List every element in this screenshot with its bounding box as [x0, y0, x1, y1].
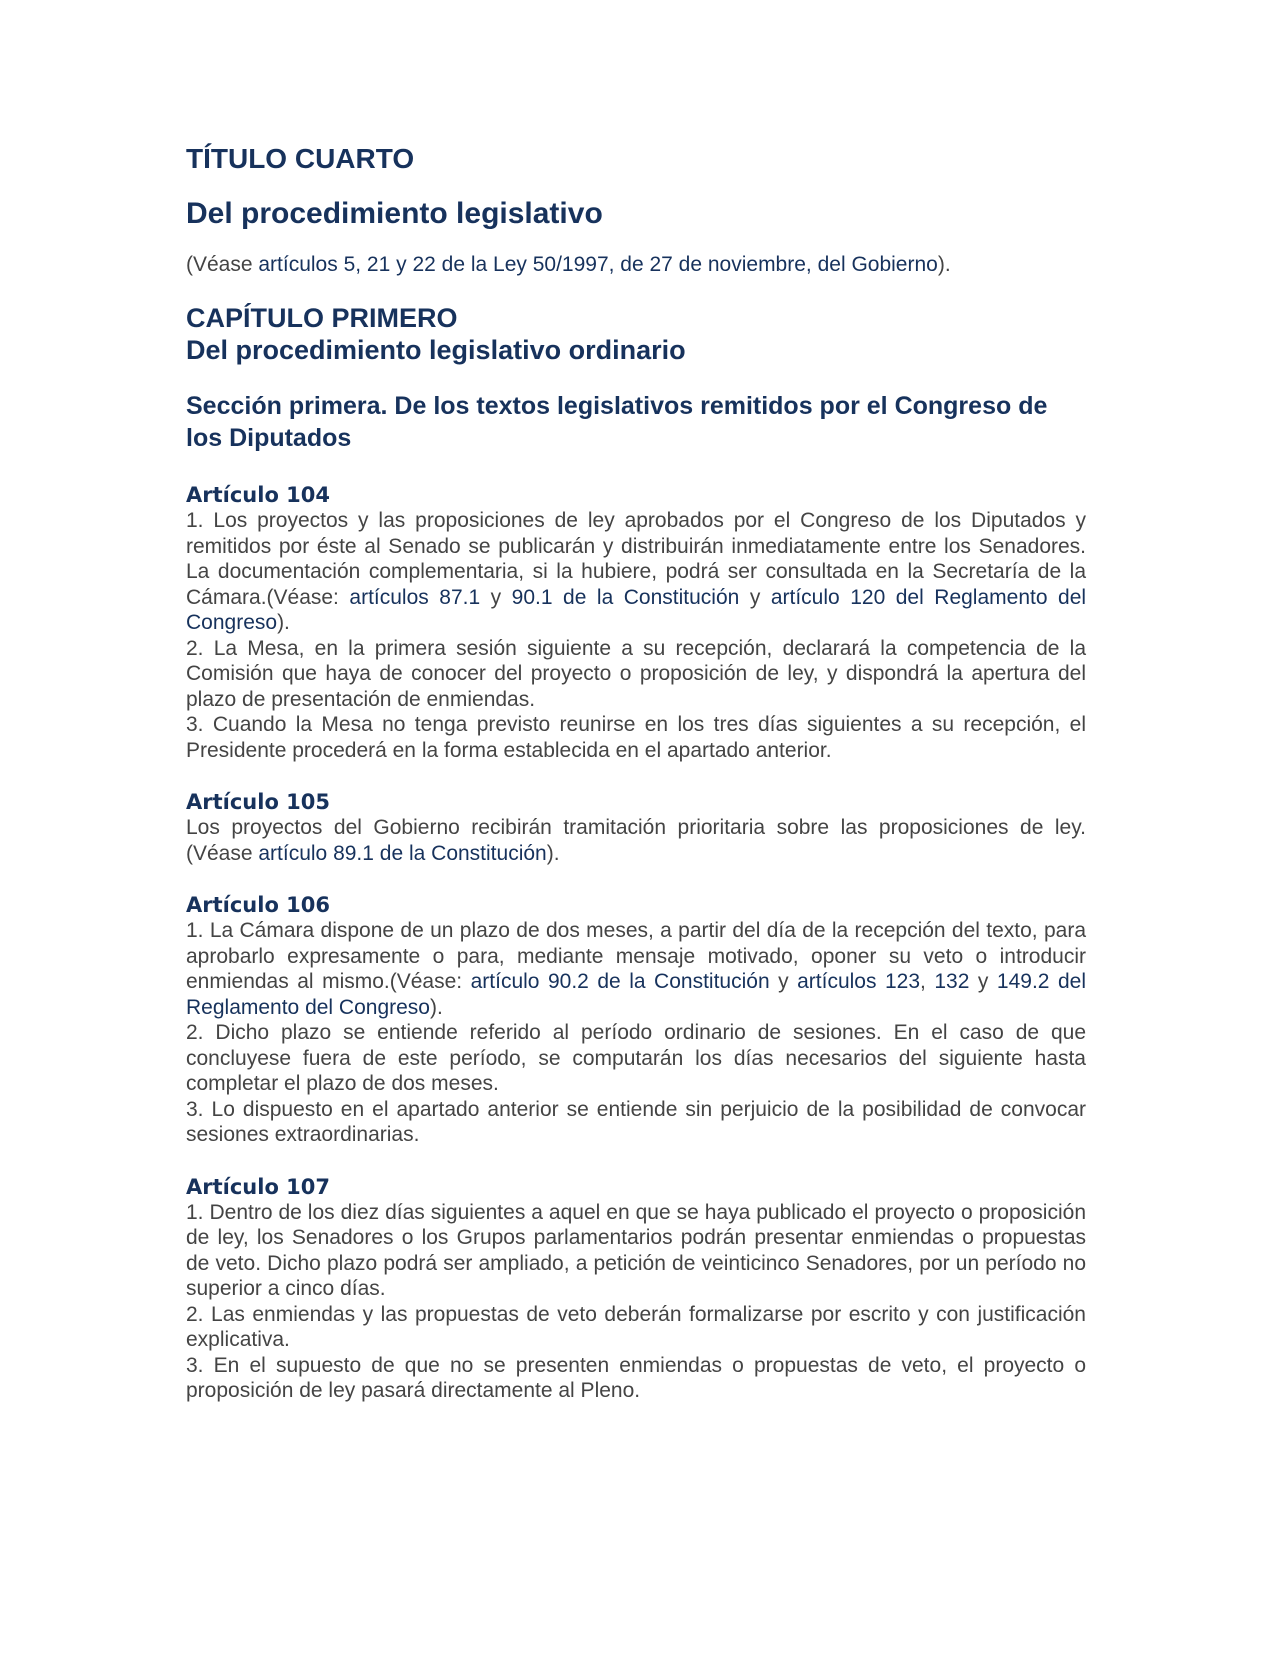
reglamento-132-link[interactable]: 132: [934, 970, 970, 993]
link-separator: y: [480, 585, 512, 609]
paragraph-text: 1. Los proyectos y las proposiciones de ley aprobados por el Congreso de los Diputados y remitidos por éste al Senado se publicarán y distribuirán inmediatamente entre los Senadores. La documentación complementaria, si la hubiere, podrá ser consultada en la Secretaría de la Cámara.(Véase:: [186, 509, 1086, 609]
article-104: [186, 482, 1086, 763]
link-separator: y: [769, 970, 798, 993]
see-also-note: [186, 252, 1086, 278]
article-105-paragraph-1: [186, 815, 1086, 866]
article-107-paragraph-3: 3. En el supuesto de que no se presenten enmiendas o propuestas de veto, el proyecto o proposición de ley pasará directamente al Pleno.: [186, 1353, 1086, 1402]
article-106: [186, 892, 1086, 1148]
reglamento-congreso-149-2-link[interactable]: 149.2 del Reglamento del Congreso: [186, 970, 1086, 1019]
document-page: [186, 142, 1086, 1404]
ley-gobierno-link[interactable]: artículos 5, 21 y 22 de la Ley 50/1997, de 27 de noviembre, del Gobierno: [258, 253, 938, 276]
title-heading: TÍTULO CUARTO: [186, 143, 415, 174]
article-107: [186, 1174, 1086, 1404]
article-106-title: Artículo 106: [186, 893, 331, 917]
paragraph-end: ).: [277, 611, 290, 634]
article-104-paragraph-1: [186, 508, 1086, 636]
article-107-title: Artículo 107: [186, 1174, 331, 1199]
article-105: [186, 789, 1086, 866]
constitucion-89-1-link[interactable]: artículo 89.1 de la Constitución: [258, 841, 547, 865]
section-heading: Sección primera. De los textos legislativos remitidos por el Congreso de los Diputados: [186, 392, 1048, 452]
subtitle-heading: Del procedimiento legislativo: [186, 197, 603, 230]
article-106-paragraph-1: [186, 918, 1086, 1020]
paragraph-text: Los proyectos del Gobierno recibirán tramitación prioritaria sobre las proposiciones de ley.(Véase: [186, 816, 1086, 865]
article-104-title: Artículo 104: [186, 483, 331, 507]
constitucion-90-2-link[interactable]: artículo 90.2 de la Constitución: [470, 970, 770, 993]
reglamento-congreso-120-link[interactable]: artículo 120 del Reglamento del Congreso: [186, 585, 1087, 634]
paragraph-end: ).: [546, 841, 560, 865]
paragraph-text: 1. La Cámara dispone de un plazo de dos meses, a partir del día de la recepción del texto, para aprobarlo expresamente o para, mediante mensaje motivado, oponer su veto o introducir enmiendas al mismo.(Véase:: [186, 919, 1086, 993]
article-107-paragraph-2: 2. Las enmiendas y las propuestas de veto deberán formalizarse por escrito y con justificación explicativa.: [186, 1302, 1086, 1351]
chapter-label: CAPÍTULO PRIMERO: [186, 303, 458, 333]
paragraph-end: ).: [429, 995, 443, 1019]
see-also-prefix: (Véase: [186, 253, 259, 276]
article-106-paragraph-2: 2. Dicho plazo se entiende referido al período ordinario de sesiones. En el caso de que concluyese fuera de este período, se computarán los días necesarios del siguiente hasta completar el plazo de dos meses.: [186, 1021, 1086, 1095]
link-separator: y: [969, 970, 997, 993]
link-separator: y: [739, 585, 771, 609]
constitucion-90-1-link[interactable]: 90.1 de la Constitución: [511, 585, 740, 609]
article-105-title: Artículo 105: [186, 790, 331, 814]
see-also-suffix: ).: [937, 253, 951, 276]
constitucion-87-1-link[interactable]: artículos 87.1: [349, 585, 481, 609]
chapter-name: Del procedimiento legislativo ordinario: [186, 335, 686, 365]
link-separator: ,: [920, 970, 935, 993]
article-104-paragraph-3: 3. Cuando la Mesa no tenga previsto reunirse en los tres días siguientes a su recepción, el Presidente procederá en la forma establecida en el apartado anterior.: [186, 713, 1086, 762]
article-107-paragraph-1: 1. Dentro de los diez días siguientes a aquel en que se haya publicado el proyecto o proposición de ley, los Senadores o los Grupos parlamentarios podrán presentar enmiendas o propuestas de veto. Dicho plazo podrá ser ampliado, a petición de veinticinco Senadores, por un período no superior a cinco días.: [186, 1200, 1086, 1300]
article-106-paragraph-3: 3. Lo dispuesto en el apartado anterior se entiende sin perjuicio de la posibilidad de convocar sesiones extraordinarias.: [186, 1097, 1086, 1146]
chapter-heading: [186, 302, 1086, 366]
article-104-paragraph-2: 2. La Mesa, en la primera sesión siguiente a su recepción, declarará la competencia de la Comisión que haya de conocer del proyecto o proposición de ley, y dispondrá la apertura del plazo de presentación de enmiendas.: [186, 636, 1086, 711]
reglamento-123-link[interactable]: artículos 123: [797, 970, 921, 993]
